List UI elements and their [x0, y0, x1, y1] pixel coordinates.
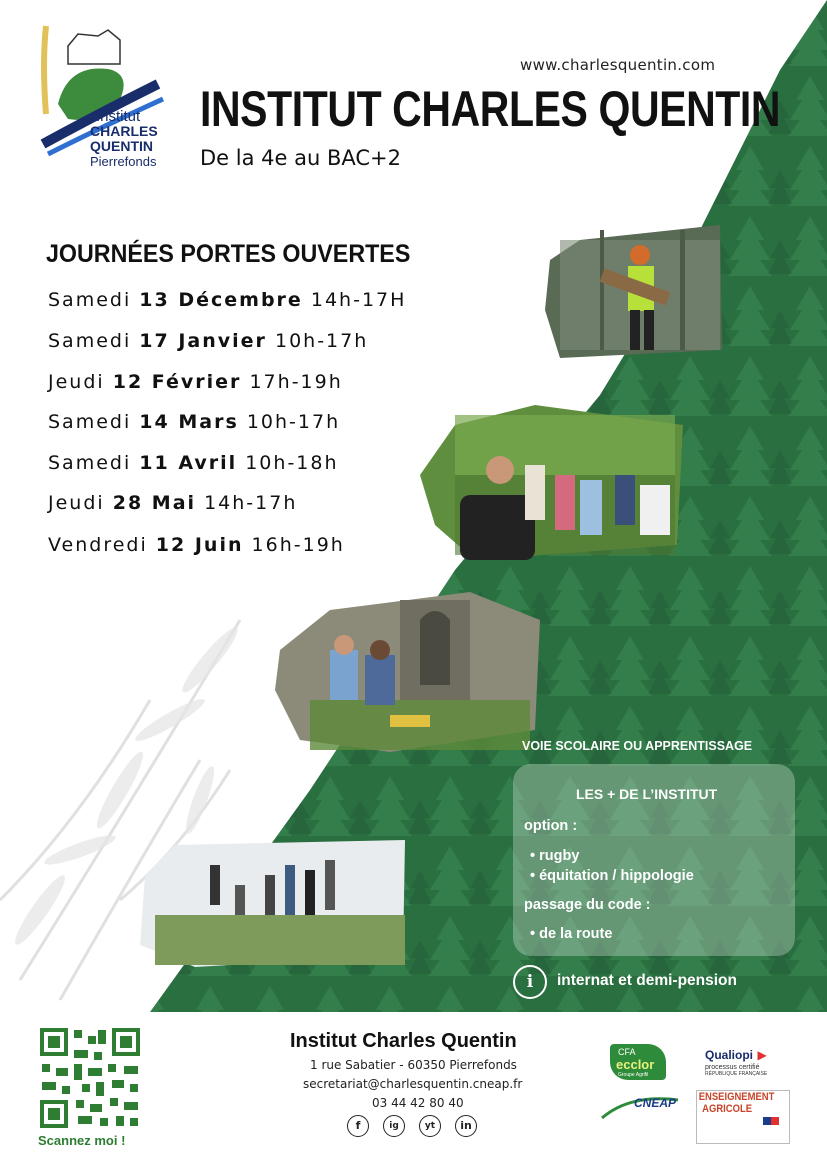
logo-line4: Pierrefonds [90, 154, 157, 169]
scan-label: Scannez moi ! [38, 1133, 126, 1148]
youtube-icon[interactable]: yt [419, 1115, 441, 1137]
option-label: option : [524, 818, 578, 834]
footer-email[interactable]: secretariat@charlesquentin.cneap.fr [303, 1077, 523, 1091]
website-url[interactable]: www.charlesquentin.com [520, 56, 716, 74]
qr-code[interactable] [38, 1026, 142, 1130]
photo-forestry-student [540, 220, 725, 360]
open-day-5: Samedi 11 Avril 10h-18h [48, 452, 339, 474]
option-item-equitation: • équitation / hippologie [530, 868, 694, 884]
logo-line1: Institut [96, 108, 141, 125]
footer-address: 1 rue Sabatier - 60350 Pierrefonds [310, 1058, 517, 1072]
facebook-icon[interactable]: f [347, 1115, 369, 1137]
open-day-4: Samedi 14 Mars 10h-17h [48, 411, 341, 433]
open-day-2: Samedi 17 Janvier 10h-17h [48, 330, 369, 352]
logo-line3: QUENTIN [90, 138, 153, 154]
option-item-rugby: • rugby [530, 848, 580, 864]
cfa-eccler-logo: CFA ecclor Groupe Agrifil [610, 1044, 666, 1080]
page-title: INSTITUT CHARLES QUENTIN [200, 81, 781, 137]
info-icon: i [513, 965, 547, 999]
photo-field-group [135, 835, 410, 970]
open-day-3: Jeudi 12 Février 17h-19h [48, 371, 343, 393]
footer-phone[interactable]: 03 44 42 80 40 [372, 1096, 464, 1110]
open-day-1: Samedi 13 Décembre 14h-17H [48, 289, 407, 311]
voie-label: VOIE SCOLAIRE OU APPRENTISSAGE [522, 739, 753, 753]
page-subtitle: De la 4e au BAC+2 [200, 146, 401, 170]
open-day-7: Vendredi 12 Juin 16h-19h [48, 534, 345, 556]
instagram-icon[interactable]: ig [383, 1115, 405, 1137]
footer-institution-name: Institut Charles Quentin [290, 1030, 517, 1052]
open-day-6: Jeudi 28 Mai 14h-17h [48, 492, 298, 514]
code-label: passage du code : [524, 897, 651, 913]
photo-students-ruins [270, 590, 550, 755]
institut-logo [38, 24, 168, 174]
cneap-logo: CNEAP [600, 1094, 642, 1108]
qualiopi-logo: Qualiopi ▶ processus certifié RÉPUBLIQUE FRANÇAISE [705, 1048, 768, 1077]
open-days-title: JOURNÉES PORTES OUVERTES [46, 240, 411, 268]
code-item-route: • de la route [530, 926, 613, 942]
internat-label: internat et demi-pension [557, 972, 737, 989]
enseignement-agricole-logo: ENSEIGNEMENT AGRICOLE [696, 1090, 790, 1144]
linkedin-icon[interactable]: in [455, 1115, 477, 1137]
photo-group-outdoors [415, 395, 687, 565]
benefits-title: LES + DE L’INSTITUT [576, 786, 718, 802]
logo-line2: CHARLES [90, 123, 158, 139]
